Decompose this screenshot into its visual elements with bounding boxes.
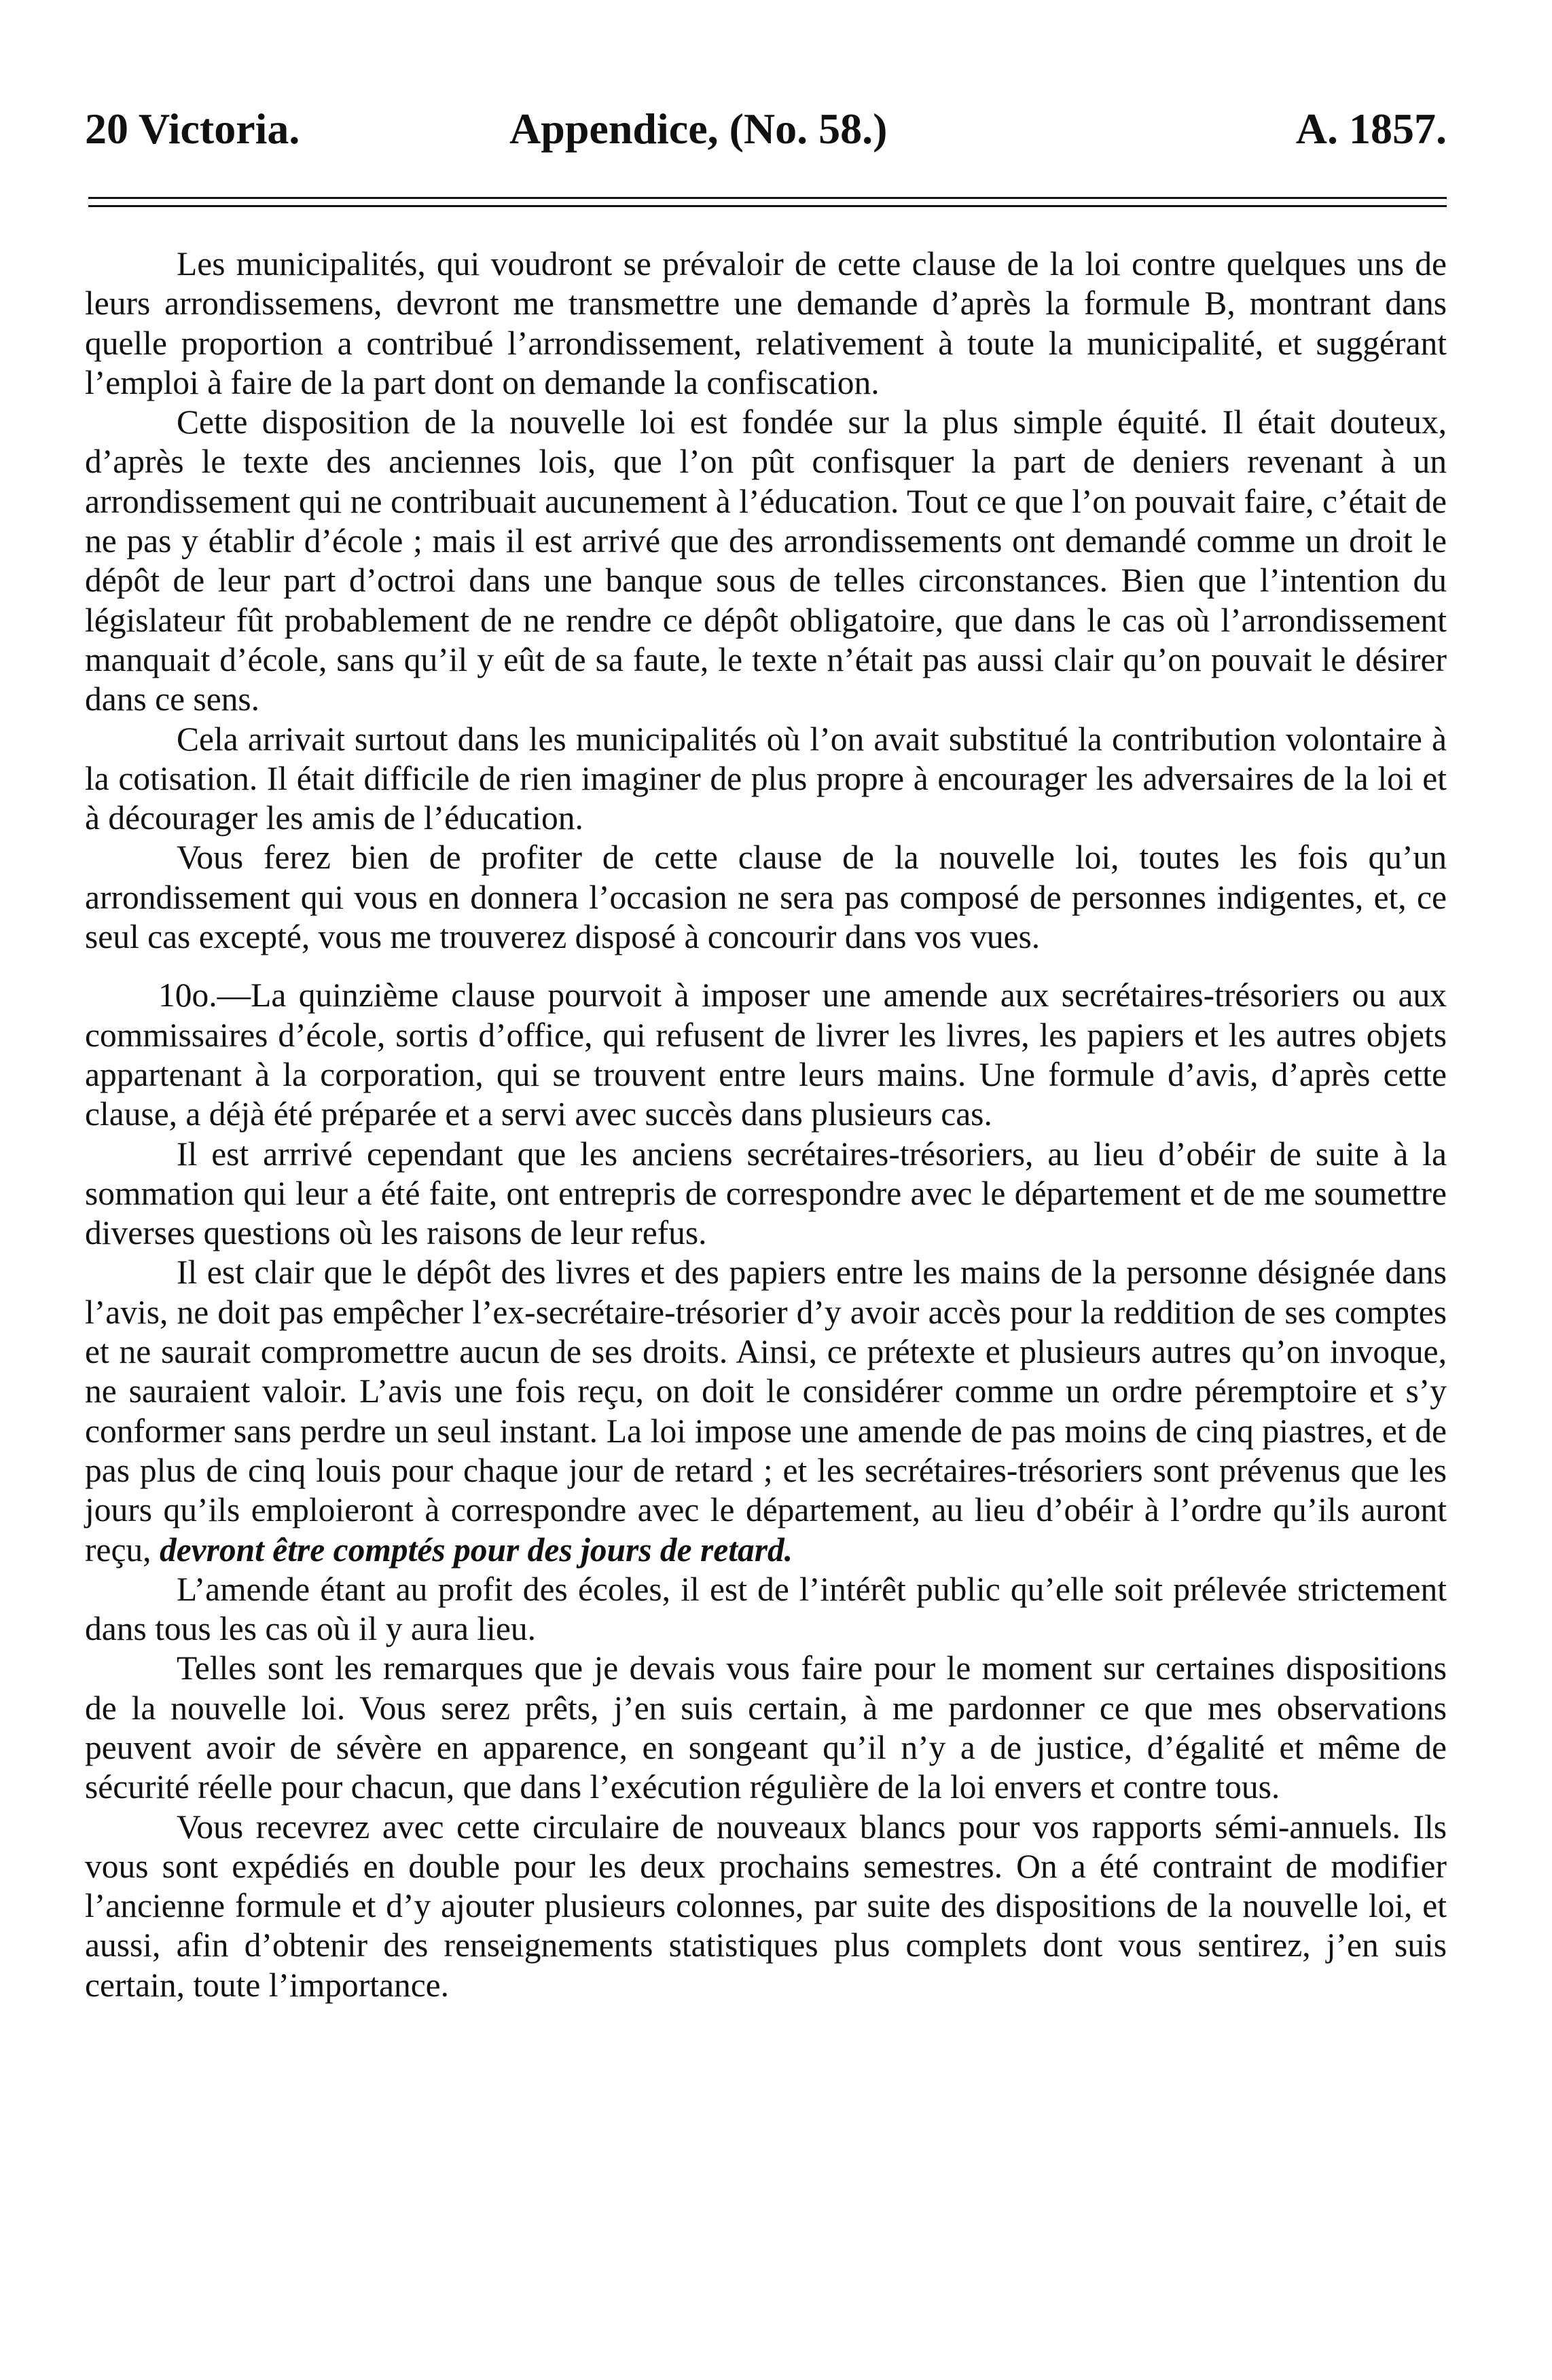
paragraph-clause-10: 10o.—La quinzième clause pourvoit à imposer une amende aux secrétaires-trésoriers ou aux commissaires d’école, sortis d’office, qui refusent de livrer les livres, les papiers et les autres objets appartenant à la corporation, qui se trouvent entre leurs mains. Une formule d’avis, d’après cette clause, a déjà été préparée et a servi avec succès dans plusieurs cas. bbox=[85, 976, 1447, 1133]
page-header bbox=[85, 102, 1447, 156]
paragraph-il-est-clair bbox=[85, 1253, 1447, 1569]
paragraph-circulaire: Vous recevrez avec cette circulaire de nouveaux blancs pour vos rapports sémi-annuels. Ils vous sont expédiés en double pour les deux prochains semestres. On a été contraint de modifier l’ancienne formule et d’y ajouter plusieurs colonnes, par suite des dispositions de la nouvelle loi, et aussi, afin d’obtenir des renseignements statistiques plus complets dont vous sentirez, j’en suis certain, toute l’importance. bbox=[85, 1808, 1447, 2004]
header-year: A. 1857. bbox=[1295, 105, 1447, 153]
paragraph-amende: L’amende étant au profit des écoles, il est de l’intérêt public qu’elle soit prélevée strictement dans tous les cas où il y aura lieu. bbox=[85, 1570, 1447, 1648]
header-rule-top bbox=[88, 197, 1447, 199]
header-appendix: Appendice, (No. 58.) bbox=[509, 105, 888, 153]
paragraph-vous-ferez: Vous ferez bien de profiter de cette clause de la nouvelle loi, toutes les fois qu’un arrondissement qui vous en donnera l’occasion ne sera pas composé de personnes indigentes, et, ce seul cas excepté, vous me trouverez disposé à concourir dans vos vues. bbox=[85, 839, 1447, 956]
header-rule-bottom bbox=[88, 205, 1447, 207]
paragraph-municipalites: Les municipalités, qui voudront se prévaloir de cette clause de la loi contre quelques uns de leurs arrondissemens, devront me transmettre une demande d’après la formule B, montrant dans quelle proportion a contribué l’arrondissement, relativement à toute la municipalité, et suggérant l’emploi à faire de la part dont on demande la confiscation. bbox=[85, 245, 1447, 401]
paragraph-remarques: Telles sont les remarques que je devais vous faire pour le moment sur certaines dispositions de la nouvelle loi. Vous serez prêts, j’en suis certain, à me pardonner ce que mes observations peuvent avoir de sévère en apparence, en songeant qu’il n’y a de justice, d’égalité et même de sécurité réelle pour chacun, que dans l’exécution régulière de la loi envers et contre tous. bbox=[85, 1649, 1447, 1806]
emphasis-jours-de-retard: devront être comptés pour des jours de retard. bbox=[159, 1531, 793, 1569]
paragraph-il-est-clair-text: Il est clair que le dépôt des livres et des papiers entre les mains de la personne désignée dans l’avis, ne doit pas empêcher l’ex-secrétaire-trésorier d’y avoir accès pour la reddition de ses comptes et ne saurait compromettre aucun de ses droits. Ainsi, ce prétexte et plusieurs autres qu’on invoque, ne sauraient valoir. L’avis une fois reçu, on doit le considérer comme un ordre péremptoire et s’y conformer sans perdre un seul instant. La loi impose une amende de pas moins de cinq piastres, et de pas plus de cinq louis pour chaque jour de retard ; et les secrétaires-trésoriers sont prévenus que les jours qu’ils emploieront à correspondre avec le département, au lieu d’obéir à l’ordre qu’ils auront reçu, bbox=[85, 1253, 1447, 1569]
paragraph-disposition: Cette disposition de la nouvelle loi est fondée sur la plus simple équité. Il était douteux, d’après le texte des anciennes lois, que l’on pût confisquer la part de deniers revenant à un arrondissement qui ne contribuait aucunement à l’éducation. Tout ce que l’on pouvait faire, c’était de ne pas y établir d’école ; mais il est arrivé que des arrondissements ont demandé comme un droit le dépôt de leur part d’octroi dans une banque sous de telles circonstances. Bien que l’intention du législateur fût probablement de ne rendre ce dépôt obligatoire, que dans le cas où l’arrondissement manquait d’école, sans qu’il y eût de sa faute, le texte n’était pas aussi clair qu’on pouvait le désirer dans ce sens. bbox=[85, 403, 1447, 718]
paragraph-cela-arrivait: Cela arrivait surtout dans les municipalités où l’on avait substitué la contribution volontaire à la cotisation. Il était difficile de rien imaginer de plus propre à encourager les adversaires de la loi et à décourager les amis de l’éducation. bbox=[85, 720, 1447, 837]
body-text bbox=[85, 244, 1447, 2005]
paragraph-anciens-secretaires: Il est arrrivé cependant que les anciens secrétaires-trésoriers, au lieu d’obéir de suite à la sommation qui leur a été faite, ont entrepris de correspondre avec le département et de me soumettre diverses questions où les raisons de leur refus. bbox=[85, 1135, 1447, 1252]
header-session: 20 Victoria. bbox=[85, 105, 300, 153]
